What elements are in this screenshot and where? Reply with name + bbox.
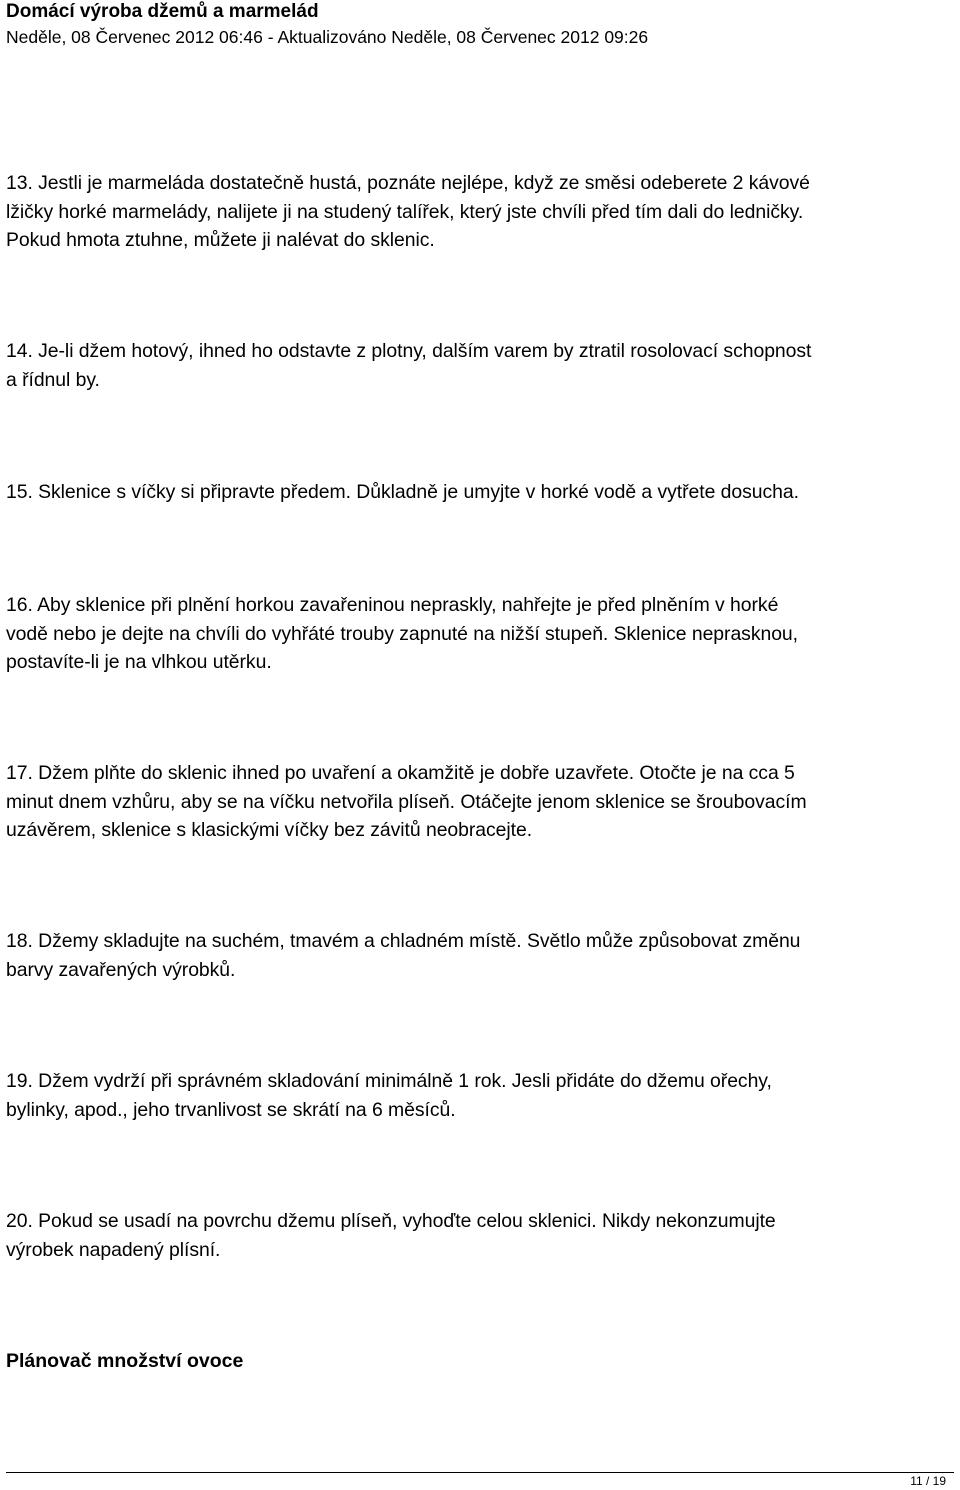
section-heading: Plánovač množství ovoce (6, 1350, 244, 1372)
page-number: 11 / 19 (910, 1474, 946, 1488)
step-20-paragraph: 20. Pokud se usadí na povrchu džemu plíseň, vyhoďte celou sklenici. Nikdy nekonzumujte výrobek napadený plísní. (6, 1210, 776, 1261)
step-18-paragraph: 18. Džemy skladujte na suchém, tmavém a chladném místě. Světlo může způsobovat změnu barvy zavařených výrobků. (6, 930, 801, 981)
document-header (6, 0, 954, 49)
footer-divider (6, 1472, 954, 1473)
step-13-paragraph: 13. Jestli je marmeláda dostatečně hustá, poznáte nejlépe, když ze směsi odeberete 2 kávové lžičky horké marmelády, nalijete ji na studený talířek, který jste chvíli před tím dali do ledničky. Pokud hmota ztuhne, můžete ji nalévat do sklenic. (6, 172, 810, 252)
step-16-paragraph: 16. Aby sklenice při plnění horkou zavařeninou nepraskly, nahřejte je před plněním v horké vodě nebo je dejte na chvíli do vyhřáté trouby zapnuté na nižší stupeň. Sklenice neprasknou, postavíte-li je na vlhkou utěrku. (6, 594, 799, 674)
step-14-paragraph: 14. Je-li džem hotový, ihned ho odstavte z plotny, dalším varem by ztratil rosolovací schopnost a řídnul by. (6, 340, 812, 391)
step-17-paragraph: 17. Džem plňte do sklenic ihned po uvaření a okamžitě je dobře uzavřete. Otočte je na cca 5 minut dnem vzhůru, aby se na víčku netvořila plíseň. Otáčejte jenom sklenice se šroubovacím uzávěrem, sklenice s klasickými víčky bez závitů neobracejte. (6, 762, 807, 842)
step-15-paragraph: 15. Sklenice s víčky si připravte předem. Důkladně je umyjte v horké vodě a vytřete dosucha. (6, 481, 799, 503)
step-19-paragraph: 19. Džem vydrží při správném skladování minimálně 1 rok. Jesli přidáte do džemu ořechy, bylinky, apod., jeho trvanlivost se skrátí na 6 měsíců. (6, 1070, 772, 1121)
document-title: Domácí výroba džemů a marmelád (6, 1, 319, 22)
document-dates: Neděle, 08 Červenec 2012 06:46 - Aktualizováno Neděle, 08 Červenec 2012 09:26 (6, 27, 649, 47)
